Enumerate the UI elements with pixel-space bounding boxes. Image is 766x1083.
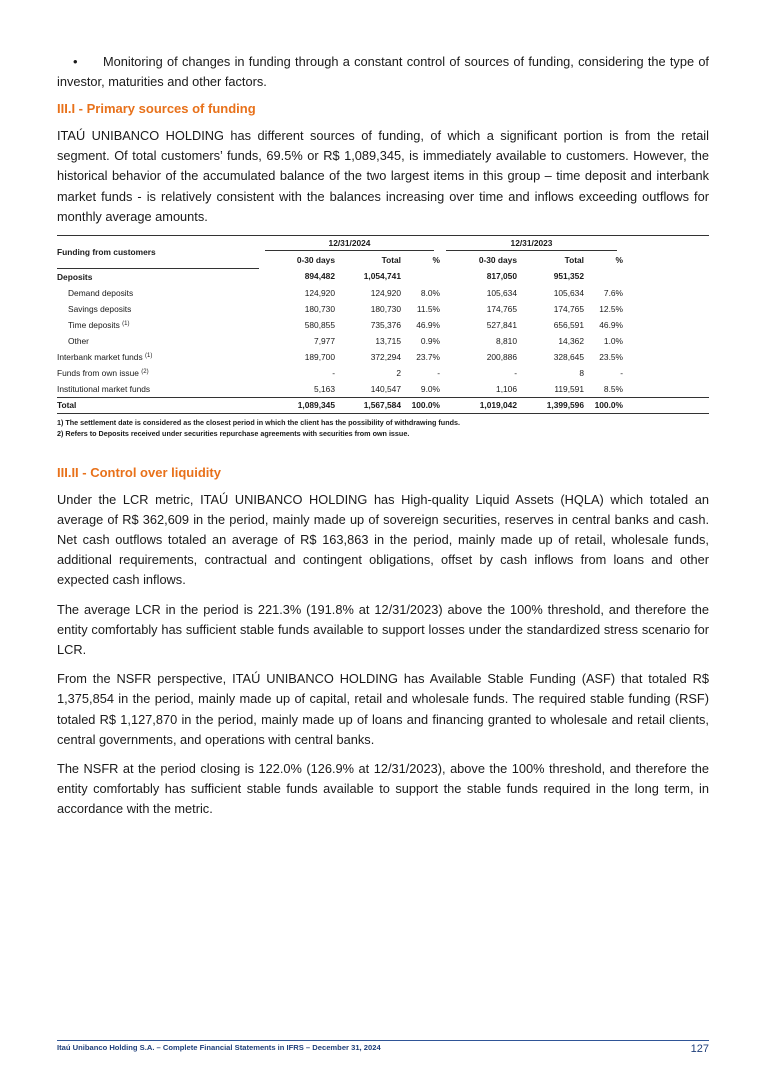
table-row [57,333,709,349]
cell-t1: 372,294 [370,351,401,362]
cell-p1: 8.0% [420,287,440,298]
period-header-2023: 12/31/2023 [440,236,623,253]
funding-table [57,235,709,414]
paragraph-lcr-average: The average LCR in the period is 221.3% (191.8% at 12/31/2023) above the 100% threshold, and therefore the entity comfortably has sufficient stable funds available to support losses under the standardized stress scenario for LCR. [57,601,709,657]
cell-d2: 527,841 [486,319,517,330]
cell-d2: 1,106 [496,383,517,394]
cell-t2: 105,634 [553,287,584,298]
cell-d1: - [332,367,335,378]
cell-p1 [401,268,440,285]
cell-p1: - [437,367,440,378]
cell-t1: 180,730 [370,303,401,314]
cell-d1: 5,163 [314,383,335,394]
cell-p1: 11.5% [416,303,440,314]
cell-d2: - [514,367,517,378]
cell-d1: 7,977 [314,335,335,346]
cell-d1: 124,920 [304,287,335,298]
cell-t2: 8 [579,367,584,378]
cell-p1: 9.0% [420,383,440,394]
cell-t2: 14,362 [558,335,584,346]
period-header-2024: 12/31/2024 [259,236,440,253]
cell-d1: 180,730 [304,303,335,314]
row-label: Other [68,335,89,346]
cell-d1: 189,700 [304,351,335,362]
col-header-days-2024: 0-30 days [296,255,335,266]
row-label: Deposits [57,271,93,282]
cell-p1: 46.9% [416,319,440,330]
col-header-pct-2023: % [615,255,623,266]
cell-p2: 12.5% [599,303,623,314]
bullet-dot: • [73,54,78,69]
cell-t1: 1,054,741 [363,271,401,282]
table-row [57,381,709,398]
cell-t1: 140,547 [370,383,401,394]
cell-d2: 200,886 [486,351,517,362]
paragraph-nsfr-closing: The NSFR at the period closing is 122.0% (126.9% at 12/31/2023), above the 100% threshold, and therefore the entity comfortably has sufficient stable funds available to support the stable funds required in the long term, in accordance with the metric. [57,760,709,817]
cell-p2: 46.9% [599,319,623,330]
paragraph-lcr-hqla: Under the LCR metric, ITAÚ UNIBANCO HOLDING has High-quality Liquid Assets (HQLA) which totaled an average of R$ 362,609 in the period, mainly made up of sovereign securities, reserves in central banks and cash. Net cash outflows totaled an average of R$ 163,863 in the period, mainly made up of retail, wholesale funds, additional requirements, contractual and contingent obligations, offset by cash inflows from loans and other expected cash inflows. [57,491,709,588]
col-header-days-2023: 0-30 days [478,255,517,266]
paragraph-nsfr-asf: From the NSFR perspective, ITAÚ UNIBANCO HOLDING has Available Stable Funding (ASF) that totaled R$ 1,375,854 in the period, mainly made up of capital, retail and wholesale funds. The required stable funding (RSF) totaled R$ 1,127,870 in the period, mainly made up of loans and financing granted to wholesale and retail clients, central governments, and operations with central banks. [57,671,709,747]
row-label: Institutional market funds [57,383,151,394]
cell-d2: 8,810 [496,335,517,346]
cell-d1: 894,482 [304,271,335,282]
page-footer [57,1040,709,1055]
cell-t1: 13,715 [375,335,401,346]
paragraph-primary-sources: ITAÚ UNIBANCO HOLDING has different sources of funding, of which a significant portion is from the retail segment. Of total customers’ funds, 69.5% or R$ 1,089,345, is immediately available to customers. However, the historical behavior of the accumulated balance of the two largest items in this group – time deposit and interbank market funds - is relatively consistent with the balances increasing over time and inflows exceeding outflows for monthly average amounts. [57,128,709,224]
table-row [57,268,709,285]
footer-text: Itaú Unibanco Holding S.A. – Complete Financial Statements in IFRS – December 31, 2024 [57,1043,381,1052]
table-note: 1) The settlement date is considered as the closest period in which the client has the possibility of withdrawing funds. [57,417,460,427]
cell-p1: 0.9% [420,335,440,346]
row-label: Interbank market funds $^{(1)}$ [57,351,153,362]
document-page [57,52,709,820]
page-number: 127 [690,1043,709,1055]
cell-t1: 735,376 [370,319,401,330]
bullet-item [57,52,709,92]
cell-t2: 174,765 [553,303,584,314]
table-total-row: Total 1,089,345 1,567,584 100.0% 1,019,042 1,399,596 100.0% [57,397,709,413]
col-header-pct-2024: % [432,255,440,266]
table-notes [57,417,709,439]
cell-p2: 23.5% [599,351,623,362]
col-header-total-2023: Total [564,255,584,266]
cell-p2: 1.0% [603,335,623,346]
cell-p1: 23.7% [416,351,440,362]
cell-d2: 174,765 [486,303,517,314]
cell-p2 [584,268,623,285]
table-note: 2) Refers to Deposits received under securities repurchase agreements with securities from own issue. [57,428,410,438]
cell-d2: 817,050 [486,271,517,282]
row-label: Funds from own issue $^{(2)}$ [57,367,149,378]
cell-p2: 8.5% [603,383,623,394]
bullet-text: Monitoring of changes in funding through a constant control of sources of funding, considering the type of investor, maturities and other factors. [57,54,709,89]
section-heading-primary-sources: III.I - Primary sources of funding [57,101,256,116]
cell-p2: - [620,367,623,378]
table-row [57,349,709,365]
cell-d2: 105,634 [486,287,517,298]
table-row [57,317,709,333]
cell-t2: 656,591 [553,319,584,330]
cell-d1: 580,855 [304,319,335,330]
section-heading-liquidity-control: III.II - Control over liquidity [57,464,221,480]
cell-t2: 951,352 [553,271,584,282]
cell-t1: 124,920 [370,287,401,298]
table-row [57,301,709,317]
row-label: Time deposits $^{(1)}$ [68,319,130,330]
cell-t2: 328,645 [553,351,584,362]
table-row [57,365,709,381]
table-title: Funding from customers [57,236,259,269]
cell-t2: 119,591 [554,383,584,394]
row-label: Demand deposits [68,287,134,298]
table-row [57,285,709,301]
cell-p2: 7.6% [603,287,623,298]
row-label: Savings deposits [68,303,132,314]
cell-t1: 2 [396,367,401,378]
col-header-total-2024: Total [381,255,401,266]
